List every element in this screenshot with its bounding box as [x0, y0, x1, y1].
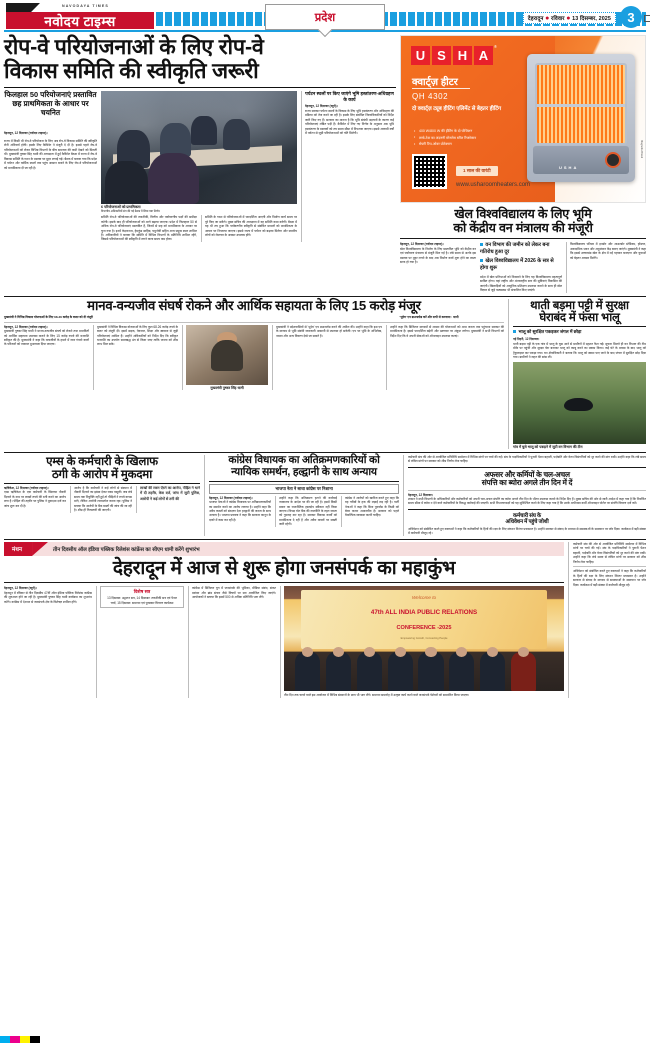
manthan-rule [4, 582, 564, 583]
property-headline-line1: अफसर और कर्मियों के चल-अचल [484, 469, 570, 479]
aiims-headline-line2: ठगी के आरोप में मुकदमा [51, 468, 153, 481]
right-bottom2-line2: अधिवेशन में पहुंचे जोशी [505, 518, 549, 525]
wildlife-headline: मानव-वन्यजीव संघर्ष रोकने और आर्थिक सहायता के लिए 15 करोड़ मंजूर [87, 297, 421, 313]
lead-photo-caption-text: 6 परियोजनाओं को प्राथमिकता [101, 205, 141, 210]
sports-headline [400, 207, 646, 235]
bear-headline-line1: थाती बड़मा पट्टी में सुरक्षा [530, 298, 629, 312]
sports-rule [400, 238, 646, 239]
sports-dateline: देहरादून, 12 दिसम्बर (नवोदय टाइम्स)। [400, 242, 444, 247]
lead-body-col3: समिति के गठन से परियोजनाओं में पारदर्शिता आएगी और निर्माण कार्य समय पर पूरे किए जा सकेंगे। मुख्य सचिव की अध्यक्षता में यह समिति काम करेगी। बैठक में यह भी तय हुआ कि पर्यावरणीय स्वीकृति से संबंधित मामलों को प्राथमिकता के आधार पर निपटाया जाएगा। इससे राज्य में पर्यटन को बढ़ावा मिलेगा और स्थानीय लोगों को रोजगार के अवसर उपलब्ध होंगे। [201, 215, 297, 242]
congress-columns [209, 496, 399, 527]
section-divider-3 [4, 539, 646, 540]
sports-col-1 [400, 242, 476, 292]
ad-product-name: क्वार्ट्ज़ हीटर [412, 77, 458, 88]
dateline-separator-2: ● [566, 15, 571, 22]
newspaper-logo[interactable] [4, 3, 156, 30]
right-bottom2-headline [408, 513, 646, 525]
aiims-rule [4, 483, 200, 484]
masthead [0, 0, 650, 30]
manthan-columns [4, 586, 564, 697]
aiims-col-1 [4, 486, 66, 513]
attendee-3 [357, 652, 382, 692]
manthan-note-body: 13 दिसम्बर: उद्घाटन सत्र, 14 दिसम्बर: तकनीकी सत्र एवं पैनल चर्चा, 15 दिसम्बर: समापन एवं पुरस्कार वितरण कार्यक्रम [107, 596, 177, 605]
manthan-headline: देहरादून में आज से शुरू होगा जनसंपर्क का महाकुंभ [112, 557, 456, 579]
aiims-headline-line1: एम्स के कर्मचारी के खिलाफ [46, 455, 158, 469]
sports-university-story [400, 207, 646, 293]
wildlife-col-3 [272, 325, 382, 390]
manthan-body-col2: कांफ्रेंस में डिजिटल युग में जनसंपर्क की भूमिका, मीडिया संबंध, संकट प्रबंधन और ब्रांड संचार जैसे विषयों पर सत्र आयोजित किए जाएंगे। आयोजकों ने बताया कि इसमें 500 से अधिक प्रतिनिधि भाग लेंगे। [192, 586, 276, 600]
right-bottom2-body: अधिवेशन को संबोधित करते हुए वक्ताओं ने कहा कि कर्मचारियों के हितों की रक्षा के लिए संगठन निरंतर प्रयासरत है। उन्होंने सरकार से संवाद के माध्यम से समस्याओं के समाधान पर जोर दिया। कार्यक्रम में बड़ी संख्या में कर्मचारी मौजूद रहे। [408, 527, 646, 536]
usha-advertisement[interactable] [400, 35, 646, 203]
banner-main-text: 47th ALL INDIA PUBLIC RELATIONS [370, 609, 478, 617]
qr-code-icon[interactable] [412, 154, 447, 189]
sports-body-col2: प्रदेश में खेल प्रतिभाओं को निखारने के लिए यह विश्वविद्यालय महत्वपूर्ण साबित होगा। यहां राष्ट्रीय और अंतरराष्ट्रीय स्तर की सुविधाएं विकसित की जाएंगी। खिलाड़ियों को आधुनिक प्रशिक्षण उपलब्ध कराने के साथ ही खेल विज्ञान से जुड़े पाठ्यक्रम भी संचालित किए जाएंगे। [480, 274, 562, 293]
congress-col-3 [341, 496, 399, 527]
logo-english-text: NAVODAYA TIMES [62, 4, 109, 8]
manthan-banner [4, 542, 564, 556]
bear-body: थाती बड़मा पट्टी के एक गांव में भालू के घुस आने से ग्रामीणों में दहशत फैल गई। सूचना मिलते ही वन विभाग की टीम मौके पर पहुंची और सुरक्षा घेरा बनाकर भालू को काबू करने का प्रयास किया। कई घंटे के प्रयास के बाद भालू को ट्रेंकुलाइज कर पकड़ा गया। वन क्षेत्राधिकारी ने बताया कि भालू को स्वस्थ पाए जाने के बाद जंगल में सुरक्षित छोड़ दिया गया। ग्रामीणों ने राहत की सांस ली। [513, 341, 646, 360]
logo-hindi-text: नवोदय टाइम्स [44, 13, 116, 29]
manthan-col-2 [96, 586, 184, 697]
lead-column-2 [101, 91, 297, 242]
section-tab[interactable] [265, 4, 385, 30]
cmyk-black [30, 1036, 40, 1043]
section-tab-label: प्रदेश [314, 11, 336, 24]
banner-tagline-text: Empowering Growth, Connecting People [400, 637, 448, 641]
wildlife-col-photo [182, 325, 268, 390]
lead-headline [4, 35, 396, 83]
dateline [523, 12, 616, 24]
lead-subhead: फिलहाल 50 परियोजनाएं प्रस्तावित छह प्राथमिकता के आधार पर चयनित [4, 90, 97, 117]
lead-sidebar [301, 91, 394, 242]
banner-sub-text: CONFERENCE -2025 [396, 624, 452, 631]
sports-bullet-1-text: वन विभाग की जमीन को लेकर बना गतिरोध हुआ दूर [480, 242, 550, 255]
bear-dateline: नई टिहरी, 12 दिसम्बर। [513, 337, 540, 342]
ad-feature-2: • लम्बे-टेक का अंदरुनी स्टेनलेस स्टील रिफ्लेक्टर [414, 135, 549, 142]
manthan-col-photo [280, 586, 564, 697]
photo-person-foreground [148, 153, 199, 204]
bear-headline-line2: घेराबंद में फंसा भालू [539, 311, 620, 325]
property-rule-bottom [408, 509, 646, 510]
usha-logo [411, 46, 493, 65]
manthan-body-col3: तीन दिन तक चलने वाले इस आयोजन में विभिन्न संस्थानों के छात्र भी भाग लेंगे। समापन समारोह में उत्कृष्ट कार्य करने वाले जनसंपर्क पेशेवरों को सम्मानित किया जाएगा। [284, 693, 470, 698]
attendee-7 [480, 652, 505, 692]
attendee-8 [511, 652, 536, 692]
ad-feature-3: • सेफ्टी टिप-ओवर प्रोटेक्शन [414, 141, 549, 148]
lead-sidebar-body: राज्य सरकार पर्यटन स्थलों के विकास के लिए भूमि हस्तांतरण और अधिग्रहण की प्रक्रिया को तेज करने जा रही है। इसके लिए संबंधित जिलाधिकारियों को निर्देश जारी किए गए हैं। सरकार का मानना है कि भूमि संबंधी अड़चनों के कारण कई परियोजनाएं लंबित पड़ी हैं। कैबिनेट में लिए गए निर्णय के अनुसार अब भूमि हस्तांतरण के प्रस्तावों को तय समय सीमा में निपटाया जाएगा। इससे आगामी वर्षों में पर्यटन से जुड़ी परियोजनाओं को गति मिलेगी। [305, 108, 394, 135]
property-headline [408, 471, 646, 488]
banner-welcome-text: Welcome to [411, 594, 437, 600]
wildlife-body-col4: उन्होंने कहा कि डिजिटल माध्यमों से शासन की योजनाओं को आम जनता तक पहुंचाना सरकार की प्राथमिकता है। इससे पारदर्शिता बढ़ेगी और भ्रष्टाचार पर अंकुश लगेगा। मुख्यमंत्री ने सभी विभागों को निर्देश दिए कि वे अपनी सेवाओं को ऑनलाइन उपलब्ध कराएं। [390, 324, 504, 338]
congress-story [204, 455, 399, 536]
manthan-section [4, 542, 646, 698]
congress-col-2 [275, 496, 337, 527]
manthan-col-3 [188, 586, 276, 697]
cmyk-magenta [10, 1036, 20, 1043]
property-story [403, 455, 646, 536]
bear-rule [513, 326, 646, 327]
manthan-body-col1: देहरादून में रविवार से तीन दिवसीय 47वीं ऑल इंडिया पब्लिक रिलेशंस कांफ्रेंस की शुरुआत होने जा रही है। मुख्यमंत्री पुष्कर सिंह धामी कार्यक्रम का शुभारंभ करेंगे। कांफ्रेंस में देशभर से जनसंपर्क क्षेत्र के विशेषज्ञ शामिल होंगे। [4, 590, 92, 604]
ad-warranty-badge: 1 साल की वारंटी [456, 166, 498, 176]
usha-letter-h: H [453, 46, 472, 65]
aiims-columns [4, 486, 200, 513]
congress-headline [209, 455, 399, 479]
congress-body-col1: भाजपा नेताओं ने कांग्रेस विधायक पर अतिक्रमणकारियों का समर्थन करने का आरोप लगाया है। उन्होंने कहा कि अवैध कब्जों को संरक्षण देना हल्द्वानी की जनता के साथ अन्याय है। भाजपा प्रवक्ता ने कहा कि सरकार कानून के दायरे में काम कर रही है। [209, 500, 271, 522]
dateline-separator-1: ● [545, 15, 550, 22]
sports-body-col1: खेल विश्वविद्यालय के निर्माण के लिए प्रस्तावित भूमि को केंद्रीय वन एवं पर्यावरण मंत्रालय से मंजूरी मिल गई है। लंबे समय से अटके इस प्रस्ताव पर मुहर लगने के बाद अब निर्माण कार्य शुरू होने का रास्ता साफ हो गया है। [400, 246, 476, 265]
property-dateline: देहरादून, 12 दिसम्बर। [408, 492, 433, 497]
manthan-story [4, 542, 564, 698]
sports-col-2 [480, 242, 562, 292]
lead-grid [4, 91, 396, 242]
aiims-body-col1: एम्स ऋषिकेश के एक कर्मचारी के खिलाफ नौकरी दिलाने के नाम पर लाखों रुपये की ठगी करने का आरोप लगा है। पीड़ित की तहरीर पर पुलिस ने मुकदमा दर्ज कर जांच शुरू कर दी है। [4, 490, 66, 508]
aiims-col-2 [70, 486, 132, 513]
photo-person-2 [160, 123, 191, 157]
lead-photo [101, 91, 297, 204]
wildlife-body-col1: मुख्यमंत्री पुष्कर सिंह धामी ने मानव-वन्यजीव संघर्ष को रोकने तथा प्रभावितों को आर्थिक सहायता उपलब्ध कराने के लिए 15 करोड़ रुपये की धनराशि स्वीकृत की है। मुख्यमंत्री ने कहा कि वन्यजीवों के हमले में जान गंवाने वालों के परिजनों को तत्काल मुआवजा दिया जाएगा। [4, 329, 89, 347]
attendee-6 [449, 652, 474, 692]
lead-body-col2: समिति रोप-वे परियोजनाओं की तकनीकी, वित्तीय और पर्यावरणीय पक्षों की समीक्षा करेगी। इसके बाद ही परियोजनाओं को आगे बढ़ाया जाएगा। प्रदेश में फिलहाल 50 से अधिक रोप-वे परियोजनाएं प्रस्तावित हैं, जिनमें से छह को प्राथमिकता के आधार पर चुना गया है। इनमें केदारनाथ, हेमकुंड साहिब, यमुनोत्री सहित अन्य प्रमुख स्थल शामिल हैं। अधिकारियों ने बताया कि समिति में विभिन्न विभागों के प्रतिनिधि शामिल रहेंगे, जिससे परियोजनाओं की स्वीकृति में लगने वाला समय कम होगा। [101, 215, 197, 242]
usha-letter-a: A [474, 46, 493, 65]
attendee-1 [295, 652, 320, 692]
property-headline-line2: संपत्ति का ब्योरा अगले तीन दिन में दें [481, 478, 573, 488]
right-bottom2-line1: कर्मचारी संघ के [513, 512, 541, 519]
conference-photo [284, 586, 564, 691]
heater-brand-mark: USHA [559, 165, 579, 170]
ad-underline [412, 88, 470, 89]
sports-headline-line1: खेल विश्वविद्यालय के लिए भूमि [454, 207, 592, 221]
wildlife-dek-left: मुख्यमंत्री ने विभिन्न विकास योजनाओं के लिए 68.26 करोड़ के बजट को दी मंजूरी [4, 315, 93, 320]
lead-photo-caption-sub: विभागीय अधिकारियों संग की गई बैठक में लिया गया निर्णय [101, 208, 160, 213]
manthan-right-rail [568, 542, 646, 698]
right-rail-body-2: अधिवेशन को संबोधित करते हुए वक्ताओं ने कहा कि कर्मचारियों के हितों की रक्षा के लिए संगठन निरंतर प्रयासरत है। उन्होंने सरकार से संवाद के माध्यम से समस्याओं के समाधान पर जोर दिया। कार्यक्रम में बड़ी संख्या में कर्मचारी मौजूद रहे। [573, 569, 646, 587]
ad-side-credit: Magnolia Brand [640, 140, 643, 159]
congress-dateline: देहरादून, 12 दिसम्बर (नवोदय टाइम्स)। [209, 495, 253, 500]
manthan-strip-text: तीन दिवसीय ऑल इंडिया पब्लिक रिलेशंस कांफ्रेंस का सीएम धामी करेंगे शुभारंभ [53, 546, 200, 553]
aiims-body-col2: आरोप है कि कर्मचारी ने कई लोगों से संस्थान में नौकरी दिलाने का झांसा देकर रकम वसूली। जब लंबे समय तक नियुक्ति नहीं हुई तो पीड़ितों ने रुपये वापस मांगे, लेकिन आरोपी टालमटोल करता रहा। पुलिस ने बताया कि आरोपी के बैंक खातों की जांच की जा रही है। शीघ्र ही गिरफ्तारी की जाएगी। [74, 485, 132, 513]
mid-section [4, 299, 646, 450]
wildlife-rule [4, 322, 504, 323]
wildlife-dek-right: 'भूदेव' एप डाउनलोड करें और सभी से करवाया : धामी [399, 315, 459, 320]
right-rail-rule [573, 566, 646, 567]
sports-headline-line2: को केंद्रीय वन मंत्रालय की मंजूरी [453, 221, 593, 236]
congress-rule [209, 481, 399, 482]
attendee-4 [388, 652, 413, 692]
lead-rule [4, 87, 396, 88]
bear-photo [513, 362, 646, 444]
cmyk-cyan [0, 1036, 10, 1043]
conference-attendees [284, 645, 564, 691]
congress-headline-line2: न्यायिक समर्थन, हल्द्वानी के साथ अन्याय [231, 465, 377, 478]
ad-tagline: दो क्वार्ट्ज़ ट्यूब हीटिंग एलिमेंट से बेहतर हीटिंग [412, 106, 501, 112]
bear-bullet [513, 329, 646, 335]
property-rule-top [408, 467, 646, 468]
photo-person-left [105, 161, 148, 204]
section-divider-2 [4, 452, 646, 453]
bullet-square-icon-2 [480, 259, 483, 262]
property-rule [408, 490, 646, 491]
heater-grill [535, 63, 627, 145]
heater-product-image [527, 54, 635, 182]
dateline-day: रविवार [551, 16, 565, 22]
lead-section [4, 35, 646, 293]
sports-col-3 [566, 242, 646, 292]
lead-photo-caption [101, 205, 297, 213]
section-divider-1 [4, 296, 646, 297]
lead-column-1 [4, 91, 97, 242]
lead-headline-line1: रोप-वे परियोजनाओं के लिए रोप-वे [4, 35, 264, 59]
wildlife-col-4 [386, 325, 504, 390]
congress-dek: भाजपा नेता ने साधा कांग्रेस पर निशाना [209, 484, 399, 494]
ad-feature-1: • 400 W/800 W की हीटिंग के दो पोजिशन [414, 128, 549, 135]
sports-bullet-2-text: खेल विश्वविद्यालय में 2026 के सत्र से होगा शुरू [480, 258, 554, 272]
page-frame [0, 35, 650, 698]
dateline-date: 13 दिसम्बर, 2025 [572, 16, 611, 22]
aiims-dateline: ऋषिकेश, 12 दिसम्बर (नवोदय टाइम्स)। [4, 485, 49, 490]
cmyk-registration-marks [0, 1036, 40, 1043]
congress-headline-line1: कांग्रेस विधायक का अतिक्रमणकारियों को [228, 454, 380, 467]
wildlife-body-col3: मुख्यमंत्री ने प्रदेशवासियों से 'भूदेव' एप डाउनलोड करने की अपील की। उन्होंने कहा कि इस एप के माध्यम से भूमि संबंधी जानकारी आसानी से उपलब्ध हो सकेगी। एप पर भूमि के अभिलेख, नक्शा और अन्य विवरण देखे जा सकते हैं। [276, 324, 382, 338]
manthan-arrow-icon [32, 542, 48, 556]
sports-bullet-2 [480, 258, 562, 271]
usha-letter-u: U [411, 46, 430, 65]
dateline-city: देहरादून [527, 16, 544, 22]
aiims-story [4, 455, 200, 536]
cmyk-yellow [20, 1036, 30, 1043]
lead-sidebar-title: पर्यटन स्थलों पर किए जाएंगे भूमि हस्तांतरण-अधिग्रहण के कार्य [305, 91, 394, 102]
lower-section [4, 455, 646, 536]
ad-website-url[interactable]: www.usharoomheaters.com [456, 182, 531, 188]
lead-headline-line2: विकास समिति की स्वीकृति जरूरी [4, 59, 259, 84]
bear-photo-caption: गांव में घुसे भालू को पकड़ने में जुटी वन विभाग की टीम [513, 444, 583, 449]
ad-model-number: QH 4302 [412, 92, 449, 101]
lead-story [4, 35, 396, 293]
aiims-col-inset [136, 486, 200, 513]
page-number-badge: 3 [620, 6, 642, 28]
wildlife-columns [4, 325, 504, 390]
attendee-5 [418, 652, 443, 692]
sports-body-col3: विश्वविद्यालय परिसर में इनडोर और आउटडोर स्टेडियम, हॉस्टल, अकादमिक भवन और अनुसंधान केंद्र बनाए जाएंगे। मुख्यमंत्री ने कहा कि इससे उत्तराखंड खेल के क्षेत्र में नई पहचान बनाएगा और युवाओं को बेहतर अवसर मिलेंगे। [570, 242, 646, 260]
aiims-inset-text: लाखों की रकम ऐंठने का आरोप, पीड़ित ने थाने में दी तहरीर, केस दर्ज, जांच में जुटी पुलिस, आरोपी ने कई लोगों से ठगी की [140, 485, 200, 501]
wildlife-story [4, 299, 504, 450]
lead-dateline: देहरादून, 12 दिसम्बर (नवोदय टाइम्स)। [4, 130, 48, 135]
property-body: शासन ने सभी विभागों के अधिकारियों और कर्मचारियों को अपनी चल-अचल संपत्ति का ब्योरा अगले तीन दिन के भीतर उपलब्ध कराने के निर्देश दिए हैं। मुख्य सचिव की ओर से जारी आदेश में कहा गया है कि निर्धारित समय सीमा में ब्योरा न देने वाले कर्मचारियों के विरुद्ध कार्रवाई की जाएगी। सभी विभागाध्यक्षों को यह सुनिश्चित करने के लिए कहा गया है कि उनके अधीनस्थ कर्मी ऑनलाइन पोर्टल पर संपत्ति विवरण दर्ज करें। [408, 496, 646, 506]
wildlife-col-1 [4, 325, 89, 390]
wildlife-body-col2: मुख्यमंत्री ने विभिन्न विकास योजनाओं के लिए कुल 68.26 करोड़ रुपये के बजट को मंजूरी दी। इसमें सड़क, पेयजल, शिक्षा और स्वास्थ्य से जुड़ी परियोजनाएं शामिल हैं। उन्होंने अधिकारियों को निर्देश दिए कि स्वीकृत धनराशि का उपयोग समयबद्ध ढंग से किया जाए ताकि जनता को शीघ्र लाभ मिल सके। [97, 324, 178, 347]
sports-columns [400, 242, 646, 292]
registered-trademark-icon: ® [494, 44, 497, 49]
logo-hindi-box [6, 12, 154, 29]
attendee-2 [326, 652, 351, 692]
manthan-note-box [100, 586, 184, 608]
usha-letter-s: S [432, 46, 451, 65]
property-filler-top: कर्मचारी संघ की ओर से आयोजित प्रतिनिधि सम्मेलन में विभिन्न मांगों पर चर्चा की गई। संघ के पदाधिकारियों ने पुरानी पेंशन बहाली, पदोन्नति और वेतन विसंगतियों को दूर करने की मांग रखी। उन्होंने कहा कि लंबे समय से लंबित मांगों पर सरकार को शीघ्र निर्णय लेना चाहिए। [408, 455, 646, 464]
bear-story [508, 299, 646, 450]
manthan-dateline: देहरादून, 12 दिसम्बर (ब्यूरो)। [4, 586, 37, 591]
bullet-square-icon-1 [480, 243, 483, 246]
bear-bullet-text: भालू को सुरक्षित पकड़कर जंगल में छोड़ा [518, 329, 582, 335]
right-rail-body: कर्मचारी संघ की ओर से आयोजित प्रतिनिधि सम्मेलन में विभिन्न मांगों पर चर्चा की गई। संघ के पदाधिकारियों ने पुरानी पेंशन बहाली, पदोन्नति और वेतन विसंगतियों को दूर करने की मांग रखी। उन्होंने कहा कि लंबे समय से लंबित मांगों पर सरकार को शीघ्र निर्णय लेना चाहिए। [573, 541, 646, 564]
photo-person-3 [191, 116, 216, 145]
manthan-tag: मंथन [4, 542, 32, 556]
lead-photo-figures [101, 91, 297, 204]
heater-knob [605, 152, 621, 168]
aiims-headline [4, 455, 200, 481]
sports-bullet-1 [480, 242, 562, 255]
right-column [400, 35, 646, 293]
congress-col-1 [209, 496, 271, 527]
lead-body-col1: राज्य में किसी भी रोप-वे परियोजना के लिए अब रोप-वे विकास समिति की स्वीकृति लेनी अनिवार्य होगी। इसके लिए कैबिनेट ने मंजूरी दे दी है। इससे पहले रोप-वे परियोजनाओं को लेकर विभिन्न विभागों के बीच समन्वय की कमी देखने को मिलती थी। मुख्यमंत्री पुष्कर सिंह धामी की अध्यक्षता में हुई कैबिनेट बैठक में राज्य में रोप-वे विकास समिति के गठन के प्रस्ताव पर मुहर लगाई गई। बैठक में बताया गया कि प्रदेश में पर्यटन और धार्मिक स्थलों तक पहुंच आसान बनाने के लिए रोप-वे परियोजनाओं को प्राथमिकता दी जा रही है। [4, 138, 97, 170]
wildlife-col-2 [93, 325, 178, 390]
wildlife-dateline: देहरादून, 12 दिसम्बर (नवोदय टाइम्स)। [4, 324, 48, 329]
cm-photo [186, 325, 268, 385]
cm-photo-caption: मुख्यमंत्री पुष्कर सिंह धामी [210, 385, 244, 390]
congress-body-col3: कांग्रेस ने आरोपों को खारिज करते हुए कहा कि वह गरीबों के हक की लड़ाई लड़ रही है। पार्टी नेताओं ने कहा कि बिना पुनर्वास के किसी को बेघर करना अमानवीय है। सरकार को पहले वैकल्पिक व्यवस्था करनी चाहिए। [345, 495, 399, 518]
bullet-square-icon-bear [513, 330, 516, 333]
manthan-note-title: विशेष सत्र [133, 589, 151, 595]
photo-person-4 [223, 119, 250, 150]
congress-body-col2: उन्होंने कहा कि अतिक्रमण हटाने की कार्रवाई न्यायालय के आदेश पर की जा रही है। इसमें किसी प्रकार का राजनीतिक हस्तक्षेप स्वीकार नहीं किया जाएगा। विपक्ष वोट बैंक की राजनीति के तहत जनता को गुमराह कर रहा है। सरकार विकास कार्यों को प्राथमिकता दे रही है और अवैध कब्जों पर सख्ती जारी रहेगी। [279, 495, 337, 527]
conference-banner [301, 590, 547, 649]
manthan-col-1 [4, 586, 92, 697]
bear-headline [513, 299, 646, 325]
lead-sidebar-dateline: देहरादून, 12 दिसम्बर (ब्यूरो)। [305, 104, 338, 109]
